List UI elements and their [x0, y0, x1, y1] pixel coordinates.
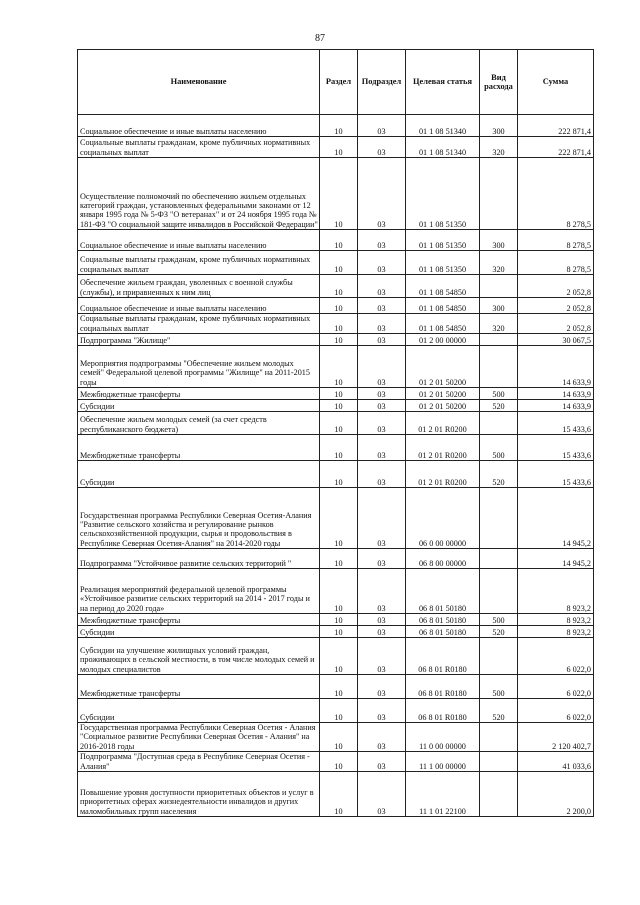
table-cell-razdel: 10	[320, 751, 358, 771]
table-row	[78, 388, 594, 400]
table-cell-sum: 14 945,2	[518, 549, 594, 569]
table-cell-vid: 500	[480, 614, 518, 626]
table-row	[78, 400, 594, 412]
table-cell-name: Подпрограмма "Жилище"	[78, 334, 320, 346]
table-cell-name: Социальное обеспечение и иные выплаты населению	[78, 230, 320, 251]
header-podrazdel: Подраздел	[358, 50, 406, 115]
table-row	[78, 614, 594, 626]
table-row	[78, 675, 594, 699]
table-cell-sum: 8 923,2	[518, 569, 594, 614]
table-cell-sum: 2 120 402,7	[518, 723, 594, 752]
table-row	[78, 314, 594, 334]
table-cell-article: 06 8 01 50180	[406, 569, 480, 614]
header-vid: Вид расхода	[480, 50, 518, 115]
table-cell-podrazdel: 03	[358, 137, 406, 158]
table-cell-razdel: 10	[320, 699, 358, 723]
table-row	[78, 230, 594, 251]
table-cell-vid: 520	[480, 626, 518, 638]
table-row	[78, 549, 594, 569]
table-cell-name: Реализация мероприятий федеральной целевой программы «Устойчивое развитие сельских территорий на 2014 - 2017 годы и на период до 2020 года»	[78, 569, 320, 614]
table-cell-podrazdel: 03	[358, 549, 406, 569]
table-cell-podrazdel: 03	[358, 115, 406, 137]
table-cell-razdel: 10	[320, 158, 358, 230]
table-cell-podrazdel: 03	[358, 614, 406, 626]
table-cell-sum: 222 871,4	[518, 115, 594, 137]
table-cell-name: Осуществление полномочий по обеспечению жильем отдельных категорий граждан, установленных федеральными законами от 12 января 1995 года № 5-ФЗ "О ветеранах" и от 24 ноября 1995 года № 181-ФЗ "О социальной защите инвалидов в Российской Федерации"	[78, 158, 320, 230]
table-cell-vid	[480, 488, 518, 549]
table-cell-vid	[480, 158, 518, 230]
table-row	[78, 115, 594, 137]
header-razdel: Раздел	[320, 50, 358, 115]
table-cell-razdel: 10	[320, 251, 358, 275]
table-cell-article: 01 1 08 51350	[406, 158, 480, 230]
table-cell-podrazdel: 03	[358, 461, 406, 488]
table-cell-razdel: 10	[320, 346, 358, 388]
table-cell-article: 01 1 08 54850	[406, 298, 480, 314]
table-cell-name: Подпрограмма "Устойчивое развитие сельских территорий "	[78, 549, 320, 569]
table-row	[78, 158, 594, 230]
table-cell-sum: 14 633,9	[518, 400, 594, 412]
table-cell-article: 06 8 00 00000	[406, 549, 480, 569]
table-cell-vid: 300	[480, 230, 518, 251]
table-cell-razdel: 10	[320, 488, 358, 549]
table-cell-vid	[480, 751, 518, 771]
table-row	[78, 488, 594, 549]
table-cell-sum: 41 033,6	[518, 751, 594, 771]
table-cell-name: Межбюджетные трансферты	[78, 675, 320, 699]
table-cell-vid: 500	[480, 388, 518, 400]
table-cell-sum: 6 022,0	[518, 675, 594, 699]
table-cell-name: Субсидии на улучшение жилищных условий граждан, проживающих в сельской местности, в том числе молодых семей и молодых специалистов	[78, 638, 320, 675]
table-cell-article: 01 2 01 50200	[406, 346, 480, 388]
table-cell-razdel: 10	[320, 298, 358, 314]
table-cell-vid: 520	[480, 400, 518, 412]
table-row	[78, 412, 594, 435]
table-cell-razdel: 10	[320, 412, 358, 435]
table-cell-podrazdel: 03	[358, 488, 406, 549]
table-cell-sum: 15 433,6	[518, 435, 594, 461]
table-cell-podrazdel: 03	[358, 314, 406, 334]
table-cell-article: 01 2 01 50200	[406, 388, 480, 400]
table-cell-name: Межбюджетные трансферты	[78, 435, 320, 461]
table-cell-razdel: 10	[320, 388, 358, 400]
table-cell-article: 06 8 01 50180	[406, 626, 480, 638]
table-cell-podrazdel: 03	[358, 400, 406, 412]
table-cell-name: Повышение уровня доступности приоритетных объектов и услуг в приоритетных сферах жизнедеятельности инвалидов и других маломобильных групп населения	[78, 771, 320, 816]
table-cell-sum: 2 052,8	[518, 275, 594, 298]
table-row	[78, 771, 594, 816]
table-cell-vid	[480, 549, 518, 569]
table-cell-sum: 8 923,2	[518, 614, 594, 626]
table-row	[78, 461, 594, 488]
table-cell-vid	[480, 771, 518, 816]
table-cell-podrazdel: 03	[358, 626, 406, 638]
table-cell-article: 06 8 01 50180	[406, 614, 480, 626]
table-cell-sum: 14 633,9	[518, 388, 594, 400]
table-cell-article: 01 1 08 54850	[406, 314, 480, 334]
table-cell-podrazdel: 03	[358, 723, 406, 752]
table-cell-podrazdel: 03	[358, 751, 406, 771]
table-cell-vid	[480, 412, 518, 435]
table-row	[78, 298, 594, 314]
table-cell-article: 01 2 01 R0200	[406, 412, 480, 435]
table-cell-sum: 14 945,2	[518, 488, 594, 549]
table-cell-article: 01 1 08 54850	[406, 275, 480, 298]
table-row	[78, 626, 594, 638]
table-cell-sum: 8 923,2	[518, 626, 594, 638]
table-cell-article: 01 2 01 R0200	[406, 435, 480, 461]
table-cell-razdel: 10	[320, 400, 358, 412]
table-cell-razdel: 10	[320, 230, 358, 251]
table-cell-article: 01 2 00 00000	[406, 334, 480, 346]
table-row	[78, 569, 594, 614]
table-cell-article: 06 8 01 R0180	[406, 638, 480, 675]
table-cell-sum: 2 052,8	[518, 314, 594, 334]
table-cell-razdel: 10	[320, 569, 358, 614]
table-cell-podrazdel: 03	[358, 569, 406, 614]
table-cell-vid: 520	[480, 461, 518, 488]
table-cell-sum: 15 433,6	[518, 461, 594, 488]
table-cell-razdel: 10	[320, 614, 358, 626]
table-cell-name: Социальное обеспечение и иные выплаты населению	[78, 298, 320, 314]
table-cell-article: 01 1 08 51350	[406, 251, 480, 275]
table-cell-article: 01 1 08 51340	[406, 137, 480, 158]
table-row	[78, 435, 594, 461]
table-row	[78, 699, 594, 723]
table-row	[78, 638, 594, 675]
header-sum: Сумма	[518, 50, 594, 115]
table-cell-razdel: 10	[320, 675, 358, 699]
table-cell-article: 11 1 00 00000	[406, 751, 480, 771]
table-row	[78, 334, 594, 346]
table-cell-name: Социальные выплаты гражданам, кроме публичных нормативных социальных выплат	[78, 314, 320, 334]
table-cell-name: Субсидии	[78, 461, 320, 488]
table-cell-razdel: 10	[320, 549, 358, 569]
page-number: 87	[315, 33, 325, 44]
table-cell-article: 01 2 01 R0200	[406, 461, 480, 488]
table-cell-podrazdel: 03	[358, 251, 406, 275]
table-cell-razdel: 10	[320, 461, 358, 488]
table-cell-article: 06 0 00 00000	[406, 488, 480, 549]
table-cell-sum: 8 278,5	[518, 230, 594, 251]
table-cell-vid: 500	[480, 435, 518, 461]
table-cell-article: 06 8 01 R0180	[406, 699, 480, 723]
table-cell-podrazdel: 03	[358, 230, 406, 251]
table-cell-name: Мероприятия подпрограммы "Обеспечение жильем молодых семей" Федеральной целевой программы "Жилище" на 2011-2015 годы	[78, 346, 320, 388]
table-cell-name: Государственная программа Республики Северная Осетия-Алания "Развитие сельского хозяйства и регулирование рынков сельскохозяйственной продукции, сырья и продовольствия в Республике Северная Осетия-Алания" на 2014-2020 годы	[78, 488, 320, 549]
table-row	[78, 275, 594, 298]
table-cell-article: 01 1 08 51340	[406, 115, 480, 137]
table-cell-podrazdel: 03	[358, 675, 406, 699]
table-cell-article: 11 0 00 00000	[406, 723, 480, 752]
table-cell-name: Субсидии	[78, 699, 320, 723]
table-cell-podrazdel: 03	[358, 334, 406, 346]
table-cell-name: Подпрограмма "Доступная среда в Республике Северная Осетия - Алания"	[78, 751, 320, 771]
table-cell-razdel: 10	[320, 115, 358, 137]
table-cell-name: Социальные выплаты гражданам, кроме публичных нормативных социальных выплат	[78, 251, 320, 275]
table-cell-razdel: 10	[320, 723, 358, 752]
table-cell-name: Государственная программа Республики Северная Осетия - Алания "Социальное развитие Республики Северная Осетия - Алания" на 2016-2018 годы	[78, 723, 320, 752]
table-row	[78, 137, 594, 158]
table-cell-vid: 320	[480, 137, 518, 158]
table-row	[78, 251, 594, 275]
table-cell-podrazdel: 03	[358, 298, 406, 314]
table-cell-vid	[480, 569, 518, 614]
table-cell-podrazdel: 03	[358, 412, 406, 435]
table-cell-vid: 500	[480, 675, 518, 699]
table-cell-sum: 30 067,5	[518, 334, 594, 346]
budget-table	[77, 49, 594, 817]
table-cell-razdel: 10	[320, 137, 358, 158]
table-cell-article: 01 1 08 51350	[406, 230, 480, 251]
table-cell-vid: 520	[480, 699, 518, 723]
table-cell-name: Субсидии	[78, 400, 320, 412]
table-cell-podrazdel: 03	[358, 435, 406, 461]
table-cell-podrazdel: 03	[358, 638, 406, 675]
table-cell-podrazdel: 03	[358, 346, 406, 388]
table-cell-sum: 6 022,0	[518, 638, 594, 675]
table-cell-name: Социальные выплаты гражданам, кроме публичных нормативных социальных выплат	[78, 137, 320, 158]
table-cell-name: Межбюджетные трансферты	[78, 614, 320, 626]
table-cell-sum: 15 433,6	[518, 412, 594, 435]
table-cell-vid	[480, 275, 518, 298]
table-cell-vid: 300	[480, 115, 518, 137]
table-row	[78, 751, 594, 771]
table-cell-sum: 8 278,5	[518, 251, 594, 275]
table-cell-vid: 320	[480, 314, 518, 334]
table-cell-name: Межбюджетные трансферты	[78, 388, 320, 400]
table-cell-vid	[480, 334, 518, 346]
table-cell-name: Субсидии	[78, 626, 320, 638]
table-cell-name: Обеспечение жильем молодых семей (за счет средств республиканского бюджета)	[78, 412, 320, 435]
table-cell-podrazdel: 03	[358, 158, 406, 230]
table-cell-vid: 300	[480, 298, 518, 314]
table-cell-razdel: 10	[320, 435, 358, 461]
table-cell-sum: 14 633,9	[518, 346, 594, 388]
table-cell-article: 11 1 01 22100	[406, 771, 480, 816]
table-cell-podrazdel: 03	[358, 388, 406, 400]
table-header-row	[78, 50, 594, 115]
table-cell-vid	[480, 638, 518, 675]
table-cell-article: 06 8 01 R0180	[406, 675, 480, 699]
table-cell-podrazdel: 03	[358, 771, 406, 816]
table-cell-razdel: 10	[320, 275, 358, 298]
table-cell-podrazdel: 03	[358, 699, 406, 723]
header-article: Целевая статья	[406, 50, 480, 115]
table-row	[78, 346, 594, 388]
header-name: Наименование	[78, 50, 320, 115]
table-cell-razdel: 10	[320, 314, 358, 334]
table-cell-sum: 2 052,8	[518, 298, 594, 314]
table-cell-sum: 8 278,5	[518, 158, 594, 230]
table-row	[78, 723, 594, 752]
table-cell-name: Социальное обеспечение и иные выплаты населению	[78, 115, 320, 137]
table-cell-podrazdel: 03	[358, 275, 406, 298]
table-cell-razdel: 10	[320, 626, 358, 638]
table-cell-razdel: 10	[320, 771, 358, 816]
table-cell-vid: 320	[480, 251, 518, 275]
table-cell-sum: 2 200,0	[518, 771, 594, 816]
table-cell-vid	[480, 346, 518, 388]
table-cell-vid	[480, 723, 518, 752]
table-cell-name: Обеспечение жильем граждан, уволенных с военной службы (службы), и приравненных к ним лиц	[78, 275, 320, 298]
table-cell-razdel: 10	[320, 334, 358, 346]
table-cell-razdel: 10	[320, 638, 358, 675]
table-cell-sum: 222 871,4	[518, 137, 594, 158]
table-cell-article: 01 2 01 50200	[406, 400, 480, 412]
table-cell-sum: 6 022,0	[518, 699, 594, 723]
